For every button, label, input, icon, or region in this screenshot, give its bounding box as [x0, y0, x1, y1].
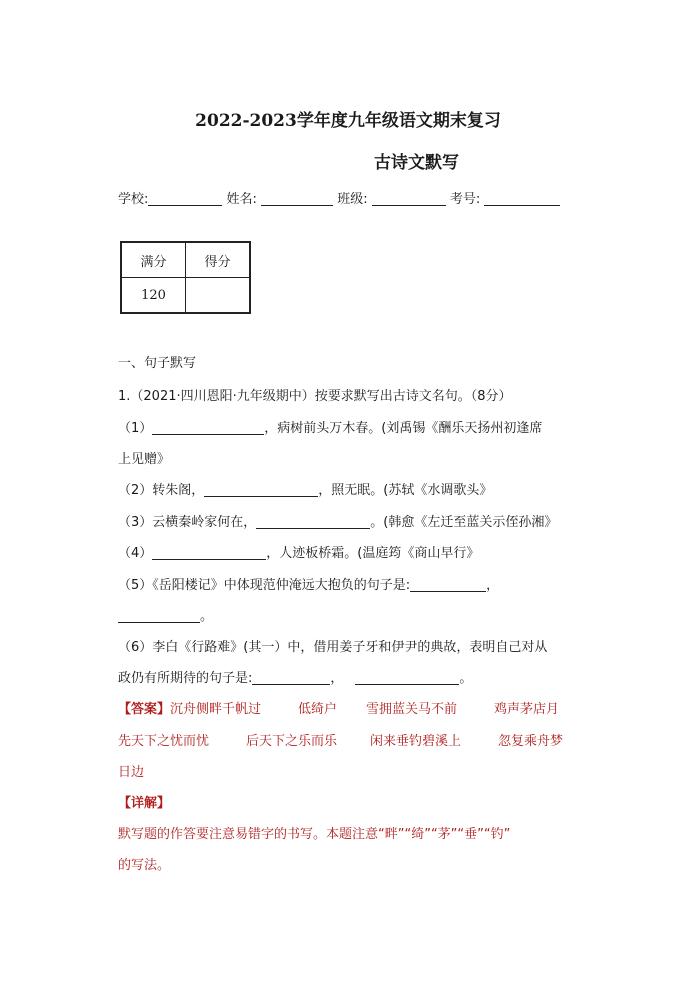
question-1-cont: 上见赠》	[118, 452, 171, 467]
q4-blank	[152, 545, 266, 560]
question-6-cont	[118, 667, 472, 686]
question-4	[118, 542, 479, 561]
q5-end: 。	[200, 609, 214, 624]
q6-comma: ，	[330, 671, 344, 686]
q4-text: ，人迹板桥霜。(温庭筠《商山早行》	[266, 546, 480, 561]
answer-1: 沉舟侧畔千帆过	[170, 702, 262, 717]
class-blank	[372, 191, 446, 206]
q5-blank-2	[118, 608, 200, 623]
q6-prefix: 政仍有所期待的句子是:	[118, 671, 253, 686]
answer-8: 忽复乘舟梦	[498, 734, 564, 749]
q6-blank-1	[252, 670, 330, 685]
q2-prefix: （2）转朱阁，	[118, 483, 205, 498]
answer-6: 后天下之乐而乐	[246, 734, 338, 749]
section-title: 一、句子默写	[118, 356, 197, 371]
question-5	[118, 574, 499, 593]
answer-5: 先天下之忧而忧	[118, 734, 210, 749]
question-5-cont	[118, 605, 213, 624]
q4-prefix: （4）	[118, 546, 153, 561]
question-3	[118, 511, 557, 530]
q2-blank	[204, 482, 318, 497]
q5-comma: ，	[486, 578, 500, 593]
q5-blank-1	[410, 577, 486, 592]
answer-3: 雪拥蓝关马不前	[366, 702, 458, 717]
answer-label: 【答案】	[118, 702, 171, 717]
q1-blank	[152, 420, 264, 435]
q6-blank-2	[355, 670, 459, 685]
student-info-row	[118, 188, 560, 207]
name-label: 姓名:	[226, 192, 257, 207]
q5-text: （5）《岳阳楼记》中体现范仲淹远大抱负的句子是:	[118, 578, 411, 593]
answer-line-3: 日边	[118, 765, 145, 780]
answer-4: 鸡声茅店月	[494, 702, 560, 717]
q2-text: ，照无眠。(苏轼《水调歌头》	[318, 483, 493, 498]
question-6: （6）李白《行路难》(其一）中，借用姜子牙和伊尹的典故，表明自己对从	[118, 640, 548, 655]
detail-line-2: 的写法。	[118, 858, 171, 873]
q3-prefix: （3）云横秦岭家何在，	[118, 515, 257, 530]
school-label: 学校:	[118, 192, 149, 207]
name-blank	[261, 191, 333, 206]
class-label: 班级:	[337, 192, 368, 207]
score-table	[120, 241, 251, 314]
q1-prefix: （1）	[118, 421, 153, 436]
answer-2: 低绮户	[298, 702, 338, 717]
answer-7: 闲来垂钓碧溪上	[370, 734, 462, 749]
obtained-score-value	[186, 278, 251, 314]
full-score-value: 120	[121, 278, 186, 314]
question-intro: 1.（2021·四川恩阳·九年级期中）按要求默写出古诗文名句。（8分）	[118, 389, 512, 404]
q3-text: 。(韩愈《左迁至蓝关示侄孙湘》	[370, 515, 558, 530]
school-blank	[148, 191, 222, 206]
question-2	[118, 479, 492, 498]
detail-line-1: 默写题的作答要注意易错字的书写。本题注意“畔”“绮”“茅”“垂”“钓”	[118, 827, 511, 842]
question-1	[118, 417, 542, 436]
answer-line-2	[118, 730, 563, 749]
obtained-score-header: 得分	[186, 242, 251, 278]
detail-label: 【详解】	[118, 796, 171, 811]
full-score-header: 满分	[121, 242, 186, 278]
q1-text: ，病树前头万木春。(刘禹锡《酬乐天扬州初逢席	[264, 421, 543, 436]
page-title: 2022-2023学年度九年级语文期末复习	[195, 111, 501, 131]
exam-no-label: 考号:	[449, 192, 481, 207]
q6-end: 。	[459, 671, 473, 686]
q3-blank	[256, 514, 370, 529]
page-subtitle: 古诗文默写	[374, 153, 459, 173]
answer-line-1	[118, 698, 559, 717]
exam-no-blank	[484, 191, 560, 206]
